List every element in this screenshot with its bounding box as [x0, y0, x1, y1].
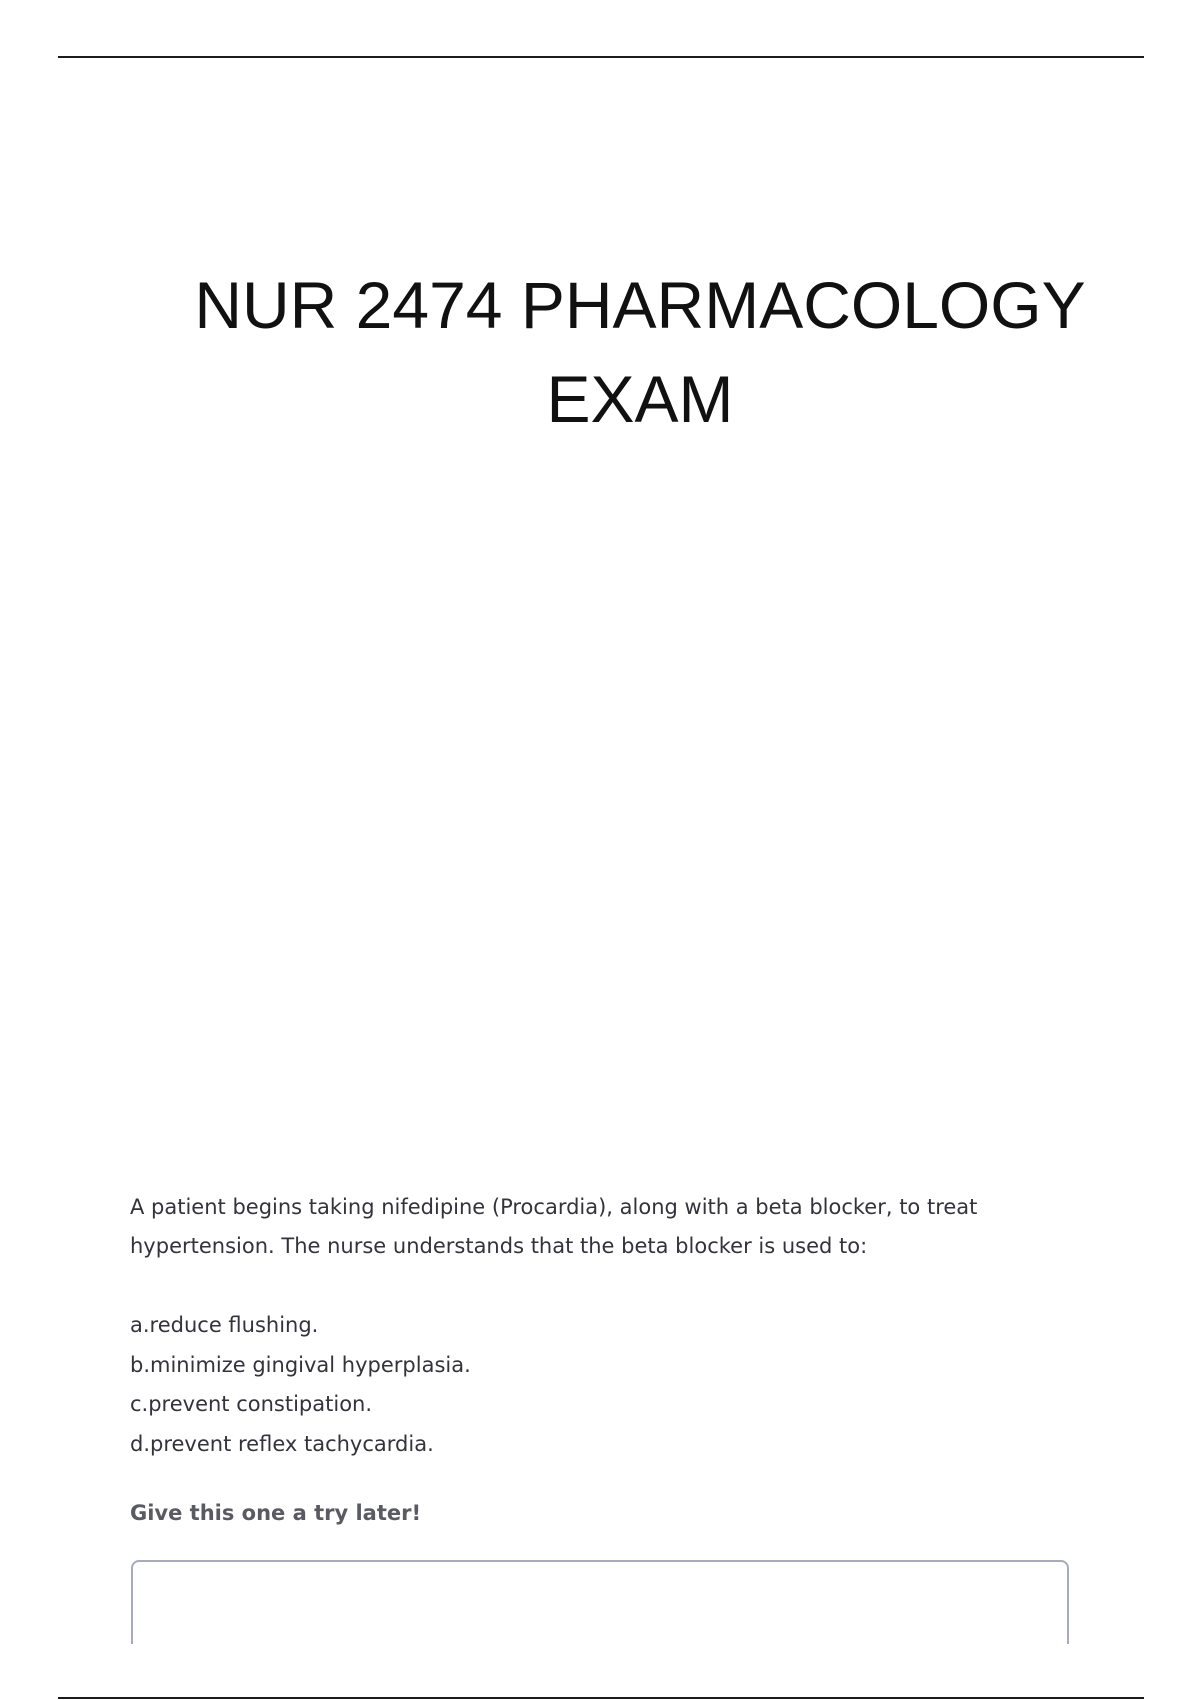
try-later-hint: Give this one a try later! [130, 1501, 422, 1525]
title-line-1: NUR 2474 PHARMACOLOGY [194, 268, 1086, 342]
question-text: A patient begins taking nifedipine (Procardia), along with a beta blocker, to treat hypertension. The nurse understands that the beta blocker is used to: [130, 1195, 978, 1258]
bottom-rule [58, 1697, 1144, 1699]
option-c: c.prevent constipation. [130, 1392, 373, 1416]
option-d: d.prevent reflex tachycardia. [130, 1431, 434, 1456]
top-rule [58, 56, 1144, 58]
document-title [190, 258, 1090, 446]
page-bottom-margin [0, 1644, 1200, 1700]
answer-options [130, 1306, 471, 1464]
title-line-2: EXAM [546, 362, 734, 436]
option-a: a.reduce flushing. [130, 1313, 319, 1337]
option-b: b.minimize gingival hyperplasia. [130, 1352, 471, 1377]
